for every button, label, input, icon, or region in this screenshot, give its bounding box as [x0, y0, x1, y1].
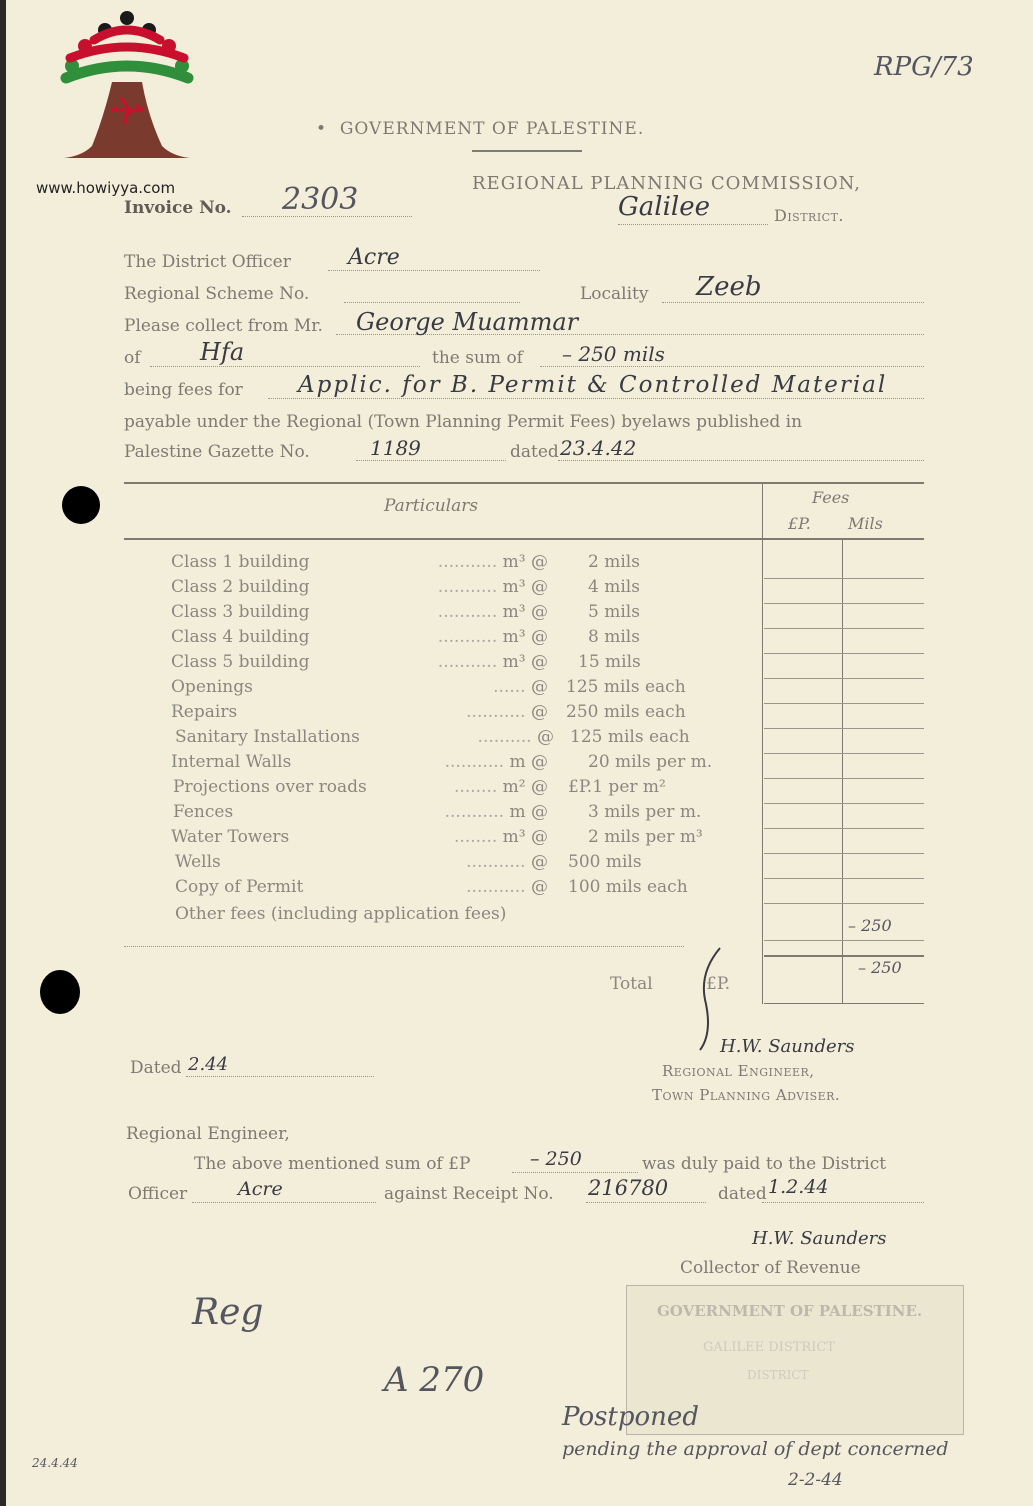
signoff-dated-value: 2.44	[188, 1054, 229, 1075]
row-unit-text: @	[537, 727, 554, 747]
collect-value: George Muammar	[356, 308, 579, 336]
invoice-sheet	[6, 0, 1033, 1506]
row-rate: 500 mils	[568, 852, 642, 872]
howiyya-logo	[36, 6, 202, 197]
total-bottom-rule	[764, 1003, 924, 1004]
receipt-number-value: 216780	[588, 1176, 669, 1200]
row-unit: ........ m³ @	[454, 827, 548, 847]
row-unit-text: m @	[509, 802, 548, 822]
tree-people-logo-icon	[52, 6, 202, 171]
gazette-dated-value: 23.4.42	[560, 436, 637, 460]
fee-grid-line	[764, 778, 924, 779]
district-value: Galilee	[618, 192, 710, 222]
fee-grid-line	[764, 828, 924, 829]
total-unit: £P.	[706, 974, 731, 994]
receipt-line1-a: The above mentioned sum of £P	[194, 1154, 471, 1174]
fee-grid-line	[764, 940, 924, 941]
locality-value: Zeeb	[696, 272, 762, 302]
table-col-divider-1	[762, 482, 763, 1004]
stamp-line-2: GALILEE DISTRICT	[703, 1340, 835, 1355]
row-rate: £P.1 per m²	[568, 777, 666, 797]
row-unit: ........... m³ @	[437, 552, 548, 572]
receipt-officer-value: Acre	[238, 1178, 283, 1200]
engineer-title-2: Town Planning Adviser.	[652, 1086, 841, 1104]
note-postponed: Postponed	[562, 1402, 699, 1432]
table-col-divider-2	[842, 540, 843, 1004]
row-name: Copy of Permit	[175, 877, 304, 897]
gazette-dated-dots	[558, 460, 924, 461]
payable-text: payable under the Regional (Town Planning Permit Fees) byelaws published in	[124, 412, 803, 432]
row-name: Water Towers	[171, 827, 290, 847]
other-fees-mils: – 250	[848, 916, 892, 935]
corner-date: 24.4.44	[32, 1456, 78, 1470]
receipt-officer-label: Officer	[128, 1184, 188, 1204]
government-heading: • GOVERNMENT OF PALESTINE.	[316, 119, 645, 139]
row-rate: 20 mils per m.	[588, 752, 713, 772]
receipt-dated-value: 1.2.44	[768, 1176, 829, 1198]
row-unit: ........ m² @	[454, 777, 548, 797]
punch-hole-top	[62, 486, 100, 524]
engineer-title-1: Regional Engineer,	[662, 1062, 815, 1080]
lp-header: £P.	[788, 514, 811, 533]
table-header-rule	[124, 538, 924, 540]
receipt-to: Regional Engineer,	[126, 1124, 290, 1144]
fee-grid-line	[764, 578, 924, 579]
row-rate: 250 mils each	[566, 702, 686, 722]
row-unit-text: @	[531, 877, 548, 897]
locality-dots	[662, 302, 924, 303]
note-a270: A 270	[384, 1360, 485, 1400]
row-unit-text: m² @	[502, 777, 548, 797]
logo-arabic-text: هوية	[110, 98, 145, 116]
row-rate: 4 mils	[588, 577, 640, 597]
engineer-signature: H.W. Saunders	[720, 1036, 855, 1057]
row-name: Sanitary Installations	[175, 727, 360, 747]
table-top-rule	[124, 482, 924, 484]
government-title: GOVERNMENT OF PALESTINE.	[339, 119, 645, 139]
fee-grid-line	[764, 603, 924, 604]
of-value: Hfa	[200, 338, 245, 366]
row-unit-text: m³ @	[502, 577, 548, 597]
row-unit-text: m³ @	[502, 602, 548, 622]
row-name: Projections over roads	[173, 777, 367, 797]
of-label: of	[124, 348, 141, 368]
row-name: Fences	[173, 802, 234, 822]
collector-signature: H.W. Saunders	[752, 1228, 887, 1249]
row-unit-text: m³ @	[502, 627, 548, 647]
row-unit-text: @	[531, 702, 548, 722]
receipt-sum-value: – 250	[530, 1148, 582, 1170]
district-officer-dots	[328, 270, 540, 271]
scheme-label: Regional Scheme No.	[124, 284, 310, 304]
fee-grid-line	[764, 703, 924, 704]
sum-value: – 250 mils	[562, 342, 665, 366]
row-unit-text: m³ @	[502, 652, 548, 672]
receipt-dated-dots	[762, 1202, 924, 1203]
fees-header: Fees	[812, 488, 850, 507]
fees-for-value: Applic. for B. Permit & Controlled Material	[298, 372, 888, 398]
row-rate: 8 mils	[588, 627, 640, 647]
row-name: Class 5 building	[171, 652, 310, 672]
row-name: Wells	[175, 852, 221, 872]
total-top-rule	[764, 955, 924, 957]
other-fees-label: Other fees (including application fees)	[175, 904, 507, 924]
note-pending: pending the approval of dept concerned	[562, 1438, 949, 1460]
stamp-line-1: GOVERNMENT OF PALESTINE.	[657, 1302, 923, 1320]
receipt-line1-b: was duly paid to the District	[642, 1154, 887, 1174]
total-label: Total	[610, 974, 653, 994]
locality-label: Locality	[580, 284, 649, 304]
row-name: Openings	[171, 677, 253, 697]
row-unit: .......... @	[477, 727, 554, 747]
other-fees-dots	[124, 946, 684, 947]
row-name: Class 4 building	[171, 627, 310, 647]
invoice-label: Invoice No.	[124, 198, 232, 218]
stamp-line-3: DISTRICT	[747, 1368, 809, 1382]
row-rate: 3 mils per m.	[588, 802, 702, 822]
fee-grid-line	[764, 753, 924, 754]
receipt-number-label: against Receipt No.	[384, 1184, 554, 1204]
district-officer-label: The District Officer	[124, 252, 291, 272]
fee-grid-line	[764, 878, 924, 879]
row-unit: ........... m @	[444, 752, 548, 772]
district-officer-value: Acre	[348, 245, 400, 270]
fee-grid-line	[764, 853, 924, 854]
row-unit-text: m³ @	[502, 552, 548, 572]
sum-dots	[540, 366, 924, 367]
total-mils: – 250	[858, 958, 902, 977]
note-reg: Reg	[192, 1292, 264, 1333]
district-label: District.	[774, 206, 845, 225]
row-rate: 2 mils	[588, 552, 640, 572]
signoff-dated-label: Dated	[130, 1058, 182, 1078]
logo-website[interactable]: www.howiyya.com	[36, 179, 176, 197]
receipt-number-dots	[586, 1202, 706, 1203]
row-unit: ........... m³ @	[437, 577, 548, 597]
row-name: Class 2 building	[171, 577, 310, 597]
row-rate: 15 mils	[578, 652, 641, 672]
row-unit-text: m @	[509, 752, 548, 772]
fees-for-label: being fees for	[124, 380, 243, 400]
row-unit: ........... @	[466, 702, 548, 722]
receipt-sum-dots	[512, 1172, 638, 1173]
row-unit: ........... @	[466, 852, 548, 872]
particulars-header: Particulars	[384, 496, 479, 516]
fee-grid-line	[764, 628, 924, 629]
row-name: Repairs	[171, 702, 238, 722]
row-unit: ........... m @	[444, 802, 548, 822]
row-unit: ........... m³ @	[437, 652, 548, 672]
of-dots	[150, 366, 420, 367]
note-date: 2-2-44	[788, 1470, 843, 1490]
district-dots	[618, 224, 768, 225]
row-rate: 5 mils	[588, 602, 640, 622]
commission-title: REGIONAL PLANNING COMMISSION,	[472, 173, 861, 194]
row-unit-text: @	[531, 852, 548, 872]
row-unit: ...... @	[493, 677, 548, 697]
fee-grid-line	[764, 653, 924, 654]
signoff-dated-dots	[186, 1076, 374, 1077]
row-rate: 125 mils each	[566, 677, 686, 697]
receipt-officer-dots	[192, 1202, 376, 1203]
gazette-dated-label: dated	[510, 442, 559, 462]
collect-label: Please collect from Mr.	[124, 316, 323, 336]
row-rate: 2 mils per m³	[588, 827, 703, 847]
sum-label: the sum of	[432, 348, 523, 368]
mils-header: Mils	[848, 514, 883, 533]
fees-for-dots	[268, 398, 924, 399]
gazette-label: Palestine Gazette No.	[124, 442, 310, 462]
row-unit: ........... @	[466, 877, 548, 897]
reference-number: RPG/73	[874, 52, 974, 82]
heading-divider	[472, 150, 582, 152]
row-name: Class 3 building	[171, 602, 310, 622]
row-unit-text: m³ @	[502, 827, 548, 847]
row-unit: ........... m³ @	[437, 602, 548, 622]
collector-title: Collector of Revenue	[680, 1258, 861, 1278]
row-rate: 100 mils each	[568, 877, 688, 897]
gazette-dots	[356, 460, 506, 461]
receipt-dated-label: dated	[718, 1184, 767, 1204]
row-unit: ........... m³ @	[437, 627, 548, 647]
row-unit-text: @	[531, 677, 548, 697]
gazette-number: 1189	[370, 436, 421, 460]
scheme-dots	[344, 302, 520, 303]
fee-grid-line	[764, 903, 924, 904]
fee-grid-line	[764, 678, 924, 679]
punch-hole-bottom	[40, 970, 80, 1014]
fee-grid-line	[764, 728, 924, 729]
fee-grid-line	[764, 803, 924, 804]
row-name: Class 1 building	[171, 552, 310, 572]
row-name: Internal Walls	[171, 752, 292, 772]
row-rate: 125 mils each	[570, 727, 690, 747]
invoice-number: 2303	[282, 182, 359, 217]
